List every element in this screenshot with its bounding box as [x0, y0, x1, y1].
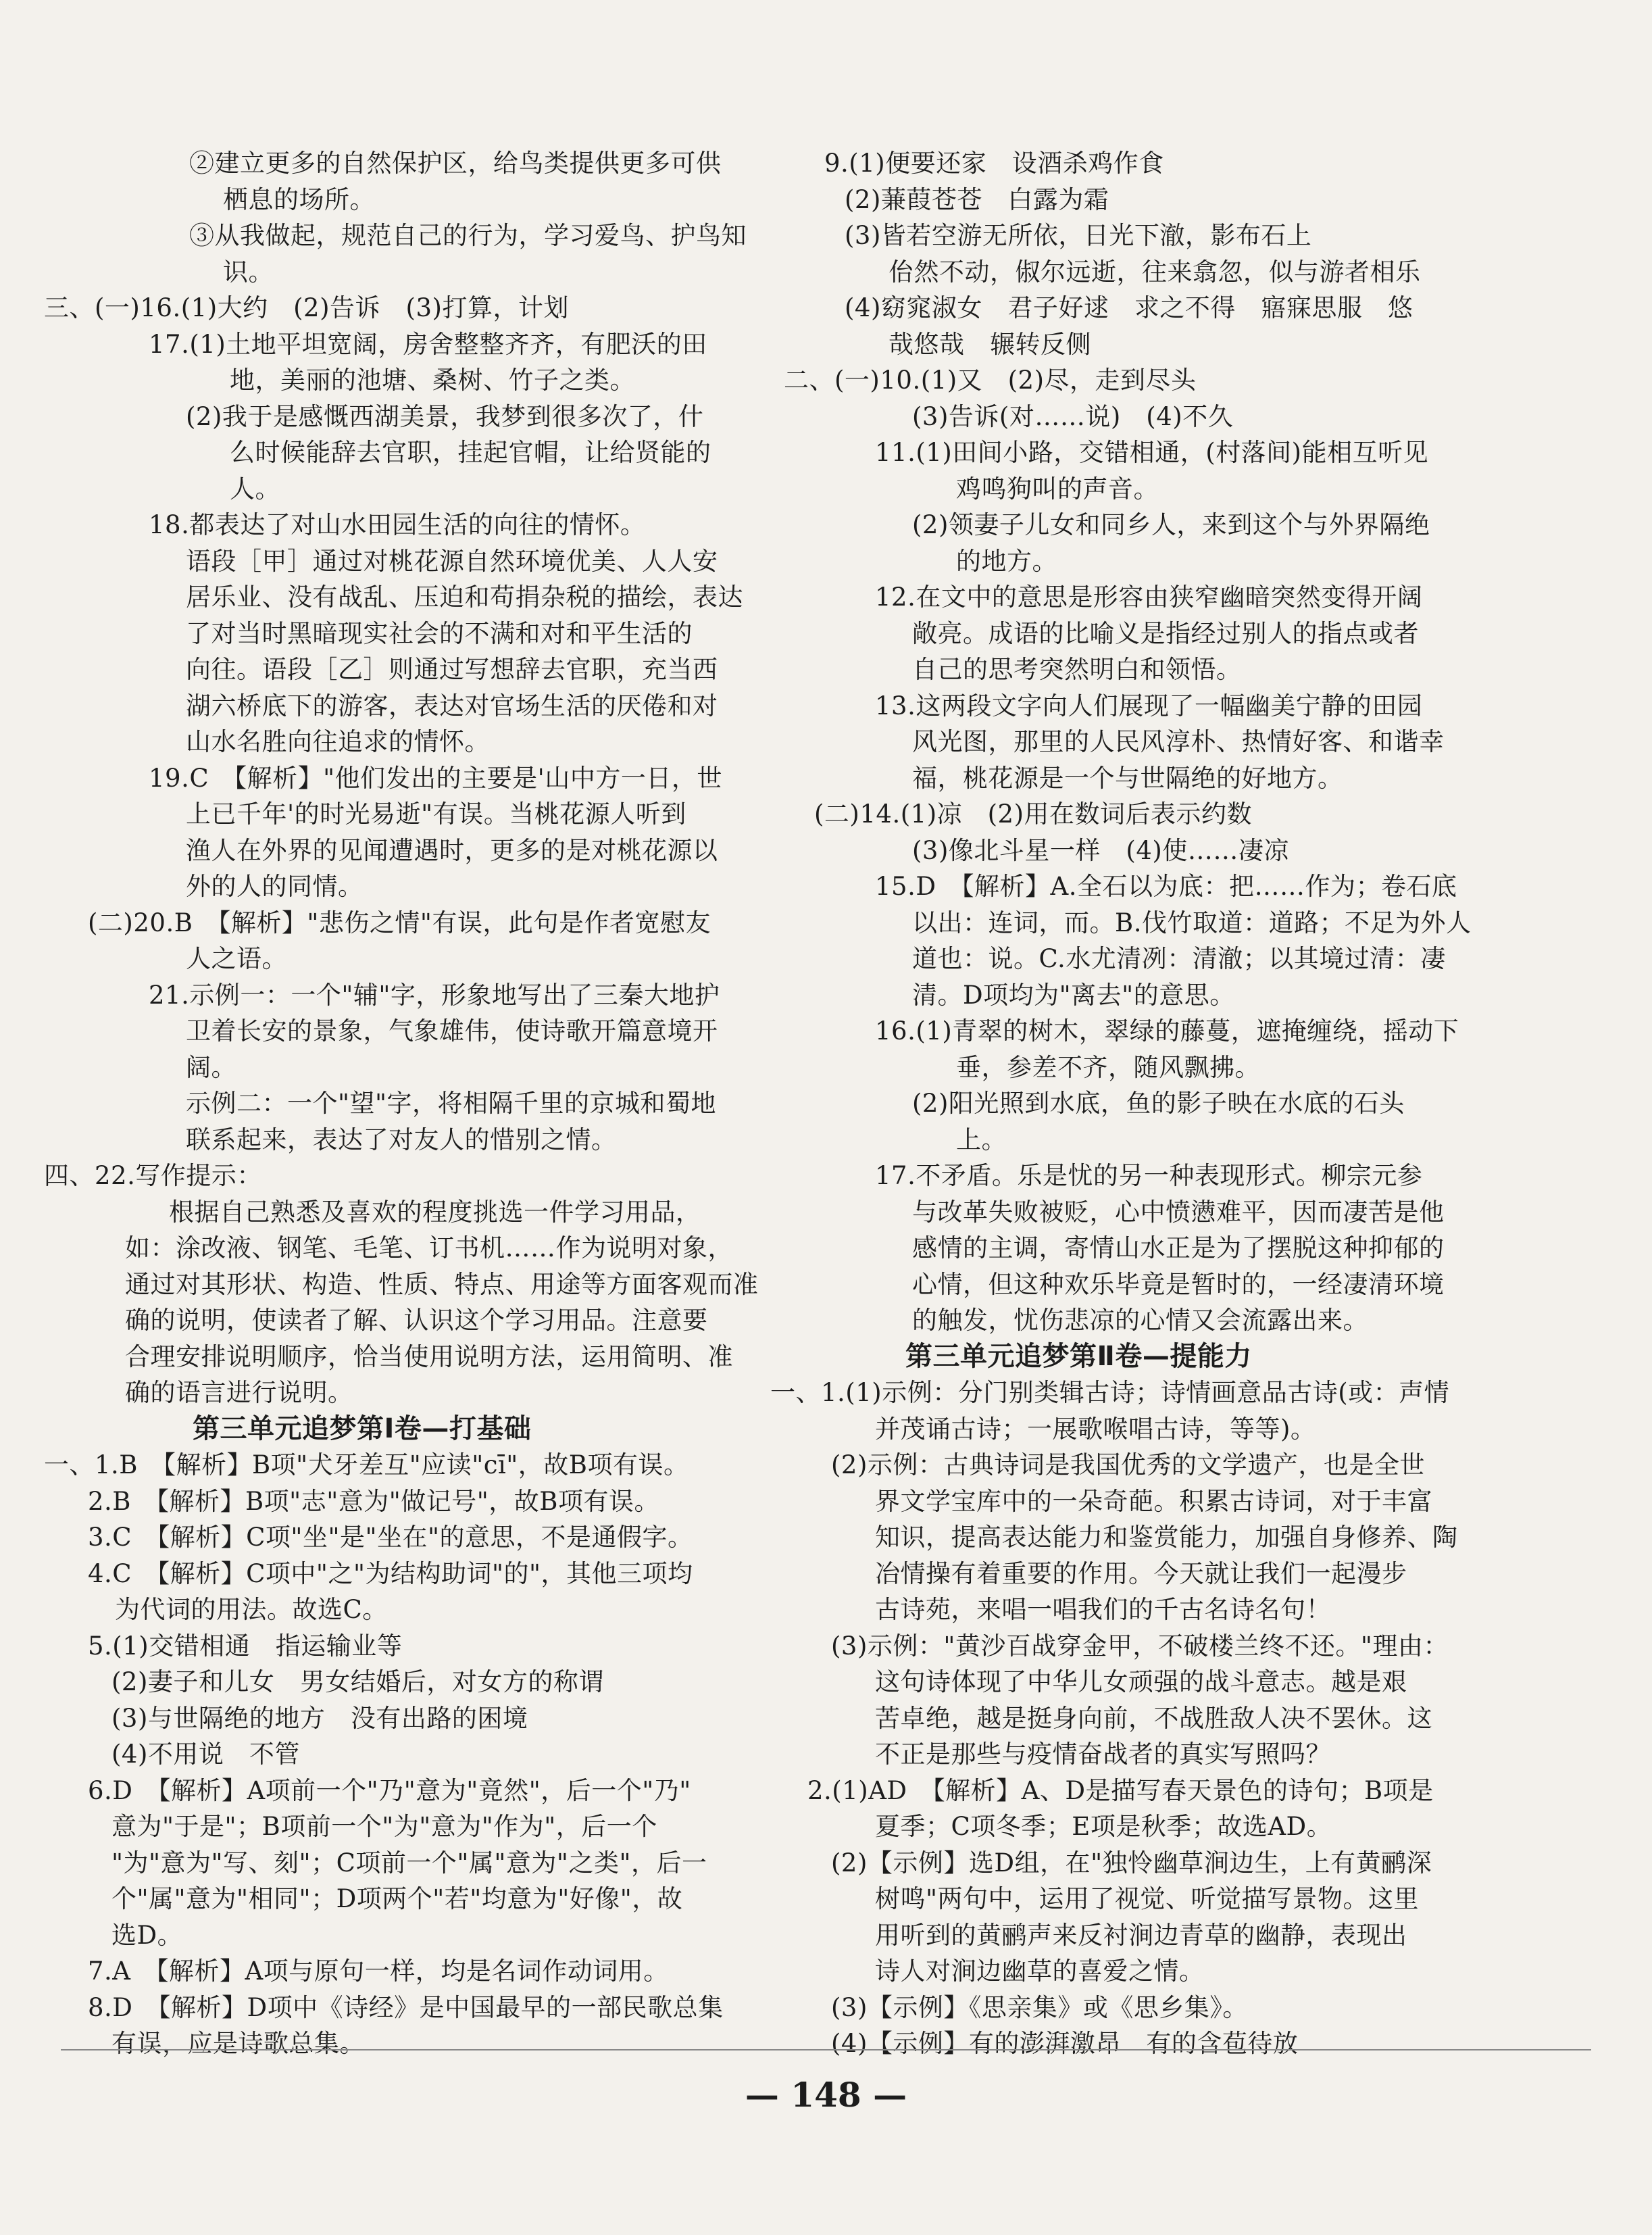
text-line: 16.(1)青翠的树木，翠绿的藤蔓，遮掩缠绕，摇动下 — [875, 1016, 1459, 1046]
text-line: 哉悠哉 辗转反侧 — [888, 329, 1091, 359]
text-line: 一、1.B 【解析】B项"犬牙差互"应读"cī"，故B项有误。 — [44, 1450, 689, 1479]
text-line: 知识，提高表达能力和鉴赏能力，加强自身修养、陶 — [875, 1523, 1458, 1552]
text-line: 9.(1)便要还家 设酒杀鸡作食 — [824, 149, 1164, 178]
text-line: 渔人在外界的见闻遭遇时，更多的是对桃花源以 — [186, 835, 718, 865]
text-line: 向往。语段［乙］则通过写想辞去官职，充当西 — [186, 655, 718, 684]
text-line: (4)窈窕淑女 君子好逑 求之不得 寤寐思服 悠 — [845, 293, 1413, 322]
text-line: (2)蒹葭苍苍 白露为霜 — [845, 185, 1109, 214]
text-line: (2)阳光照到水底，鱼的影子映在水底的石头 — [912, 1089, 1405, 1118]
text-line: 意为"于是"；B项前一个"为"意为"作为"，后一个 — [111, 1812, 657, 1841]
text-line: (2)领妻子儿女和同乡人，来到这个与外界隔绝 — [912, 510, 1430, 539]
text-line: 7.A 【解析】A项与原句一样，均是名词作动词用。 — [88, 1957, 669, 1986]
text-line: 上已千年'的时光易逝"有误。当桃花源人听到 — [186, 800, 686, 829]
text-line: 语段［甲］通过对桃花源自然环境优美、人人安 — [186, 546, 718, 576]
text-line: 鸡鸣狗叫的声音。 — [956, 474, 1159, 504]
text-line: 通过对其形状、构造、性质、特点、用途等方面客观而准 — [125, 1269, 759, 1299]
text-line: (3)【示例】《思亲集》或《思乡集》。 — [831, 1992, 1248, 2022]
text-line: (2)妻子和儿女 男女结婚后，对女方的称谓 — [111, 1667, 604, 1696]
text-line: (2)示例：古典诗词是我国优秀的文学遗产，也是全世 — [831, 1450, 1425, 1479]
text-line: 用听到的黄鹂声来反衬涧边青草的幽静，表现出 — [875, 1920, 1407, 1950]
text-line: 阔。 — [186, 1052, 236, 1082]
text-line: 感情的主调，寄情山水正是为了摆脱这种抑郁的 — [912, 1233, 1445, 1262]
text-line: 与改革失败被贬，心中愤懑难平，因而凄苦是他 — [912, 1197, 1445, 1227]
text-line: 个"属"意为"相同"；D项两个"若"均意为"好像"，故 — [111, 1884, 683, 1913]
text-line: 湖六桥底下的游客，表达对官场生活的厌倦和对 — [186, 691, 718, 720]
text-line: 三、(一)16.(1)大约 (2)告诉 (3)打算，计划 — [44, 293, 569, 322]
text-line: 佁然不动，俶尔远逝，往来翕忽，似与游者相乐 — [888, 257, 1421, 287]
text-line: 以出：连词，而。B.伐竹取道：道路；不足为外人 — [912, 908, 1472, 937]
text-line: 福，桃花源是一个与世隔绝的好地方。 — [912, 763, 1343, 793]
text-line: 古诗苑，来唱一唱我们的千古名诗名句！ — [875, 1595, 1331, 1624]
text-line: 外的人的同情。 — [186, 872, 364, 901]
text-line: (3)示例："黄沙百战穿金甲，不破楼兰终不还。"理由： — [831, 1631, 1449, 1661]
text-line: 栖息的场所。 — [223, 185, 375, 214]
text-line: 确的语言进行说明。 — [125, 1378, 353, 1407]
text-line: 确的说明，使读者了解、认识这个学习用品。注意要 — [125, 1306, 708, 1335]
text-line: (3)告诉(对……说) (4)不久 — [912, 401, 1234, 431]
text-line: 清。D项均为"离去"的意思。 — [912, 980, 1235, 1010]
text-line: 3.C 【解析】C项"坐"是"坐在"的意思，不是通假字。 — [88, 1523, 693, 1552]
text-line: (3)像北斗星一样 (4)使……凄凉 — [912, 835, 1289, 865]
text-line: (2)【示例】选D组，在"独怜幽草涧边生，上有黄鹂深 — [831, 1848, 1432, 1877]
text-line: 敞亮。成语的比喻义是指经过别人的指点或者 — [912, 618, 1419, 648]
text-line: 夏季；C项冬季；E项是秋季；故选AD。 — [875, 1812, 1332, 1841]
text-line: 联系起来，表达了对友人的惜别之情。 — [186, 1125, 617, 1154]
text-line: 自己的思考突然明白和领悟。 — [912, 655, 1242, 684]
section-heading: 第三单元追梦第Ⅱ卷—提能力 — [905, 1340, 1252, 1372]
text-line: (3)与世隔绝的地方 没有出路的困境 — [111, 1703, 528, 1733]
text-line: 15.D 【解析】A.全石以为底：把……作为；卷石底 — [875, 872, 1457, 901]
text-line: 合理安排说明顺序，恰当使用说明方法，运用简明、准 — [125, 1342, 733, 1371]
text-line: 上。 — [956, 1125, 1007, 1154]
text-line: ③从我做起，规范自己的行为，学习爱鸟、护鸟知 — [189, 221, 747, 250]
text-line: 17.不矛盾。乐是忧的另一种表现形式。柳宗元参 — [875, 1161, 1423, 1190]
text-line: 示例二：一个"望"字，将相隔千里的京城和蜀地 — [186, 1089, 717, 1118]
text-line: 的地方。 — [956, 546, 1057, 576]
text-line: 13.这两段文字向人们展现了一幅幽美宁静的田园 — [875, 691, 1423, 720]
text-line: 有误，应是诗歌总集。 — [111, 2029, 365, 2058]
text-line: 风光图，那里的人民风淳朴、热情好客、和谐幸 — [912, 727, 1445, 756]
text-line: (4)【示例】有的澎湃激昂 有的含苞待放 — [831, 2029, 1299, 2058]
text-line: 2.(1)AD 【解析】A、D是描写春天景色的诗句；B项是 — [807, 1775, 1434, 1805]
text-line: 地，美丽的池塘、桑树、竹子之类。 — [230, 366, 635, 395]
footer-divider — [61, 2049, 1591, 2050]
text-line: 18.都表达了对山水田园生活的向往的情怀。 — [149, 510, 646, 539]
text-line: 17.(1)土地平坦宽阔，房舍整整齐齐，有肥沃的田 — [149, 329, 707, 359]
text-line: 不正是那些与疫情奋战者的真实写照吗？ — [875, 1740, 1331, 1769]
text-line: (4)不用说 不管 — [111, 1740, 300, 1769]
text-line: 居乐业、没有战乱、压迫和苟捐杂税的描绘，表达 — [186, 583, 743, 612]
text-line: 四、22.写作提示： — [44, 1161, 262, 1190]
page-number: — 148 — — [745, 2075, 907, 2115]
section-heading: 第三单元追梦第Ⅰ卷—打基础 — [193, 1413, 532, 1444]
text-line: 山水名胜向往追求的情怀。 — [186, 727, 490, 756]
text-line: 冶情操有着重要的作用。今天就让我们一起漫步 — [875, 1558, 1407, 1588]
text-line: 道也：说。C.水尤清冽：清澈；以其境过清：凄 — [912, 944, 1446, 973]
text-line: 19.C 【解析】"他们发出的主要是'山中方一日，世 — [149, 763, 722, 793]
text-line: 垂，参差不齐，随风飘拂。 — [956, 1052, 1260, 1082]
text-line: 人之语。 — [186, 944, 287, 973]
text-line: 为代词的用法。故选C。 — [115, 1595, 388, 1624]
text-line: 么时候能辞去官职，挂起官帽，让给贤能的 — [230, 438, 711, 467]
text-line: 6.D 【解析】A项前一个"乃"意为"竟然"，后一个"乃" — [88, 1775, 691, 1805]
text-line: 5.(1)交错相通 指运输业等 — [88, 1631, 403, 1661]
text-line: 卫着长安的景象，气象雄伟，使诗歌开篇意境开 — [186, 1016, 718, 1046]
text-line: 苦卓绝，越是挺身向前，不战胜敌人决不罢休。这 — [875, 1703, 1432, 1733]
text-line: 根据自己熟悉及喜欢的程度挑选一件学习用品， — [169, 1197, 701, 1227]
right-column — [770, 145, 1652, 2062]
text-line: 11.(1)田间小路，交错相通，(村落间)能相互听见 — [875, 438, 1429, 467]
text-line: 界文学宝库中的一朵奇葩。积累古诗词，对于丰富 — [875, 1486, 1432, 1516]
text-line: 识。 — [223, 257, 274, 287]
text-line: 12.在文中的意思是形容由狭窄幽暗突然变得开阔 — [875, 583, 1423, 612]
text-line: 心情，但这种欢乐毕竟是暂时的，一经凄清环境 — [912, 1269, 1445, 1299]
text-line: (二)14.(1)凉 (2)用在数词后表示约数 — [814, 800, 1253, 829]
text-line: 诗人对涧边幽草的喜爱之情。 — [875, 1957, 1205, 1986]
text-line: 如：涂改液、钢笔、毛笔、订书机……作为说明对象， — [125, 1233, 733, 1262]
text-line: 这句诗体现了中华儿女顽强的战斗意志。越是艰 — [875, 1667, 1407, 1696]
text-line: "为"意为"写、刻"；C项前一个"属"意为"之类"，后一 — [111, 1848, 707, 1877]
text-line: 选D。 — [111, 1920, 183, 1950]
text-line: 二、(一)10.(1)又 (2)尽，走到尽头 — [784, 366, 1197, 395]
text-line: 的触发，忧伤悲凉的心情又会流露出来。 — [912, 1306, 1368, 1335]
text-line: 并茂诵古诗；一展歌喉唱古诗，等等)。 — [875, 1414, 1316, 1444]
text-line: 一、1.(1)示例：分门别类辑古诗；诗情画意品古诗(或：声情 — [770, 1378, 1450, 1407]
text-line: 8.D 【解析】D项中《诗经》是中国最早的一部民歌总集 — [88, 1992, 724, 2022]
text-line: 树鸣"两句中，运用了视觉、听觉描写景物。这里 — [875, 1884, 1420, 1913]
text-line: 人。 — [230, 474, 280, 504]
text-line: 4.C 【解析】C项中"之"为结构助词"的"，其他三项均 — [88, 1558, 693, 1588]
text-line: 了对当时黑暗现实社会的不满和对和平生活的 — [186, 618, 693, 648]
text-line: 2.B 【解析】B项"志"意为"做记号"，故B项有误。 — [88, 1486, 659, 1516]
text-line: (2)我于是感慨西湖美景，我梦到很多次了，什 — [186, 401, 704, 431]
text-line: (3)皆若空游无所依，日光下澈，影布石上 — [845, 221, 1312, 250]
text-line: 21.示例一：一个"辅"字，形象地写出了三秦大地护 — [149, 980, 720, 1010]
text-line: (二)20.B 【解析】"悲伤之情"有误，此句是作者宽慰友 — [88, 908, 711, 937]
text-line: ②建立更多的自然保护区，给鸟类提供更多可供 — [189, 149, 722, 178]
left-column — [0, 145, 804, 2062]
